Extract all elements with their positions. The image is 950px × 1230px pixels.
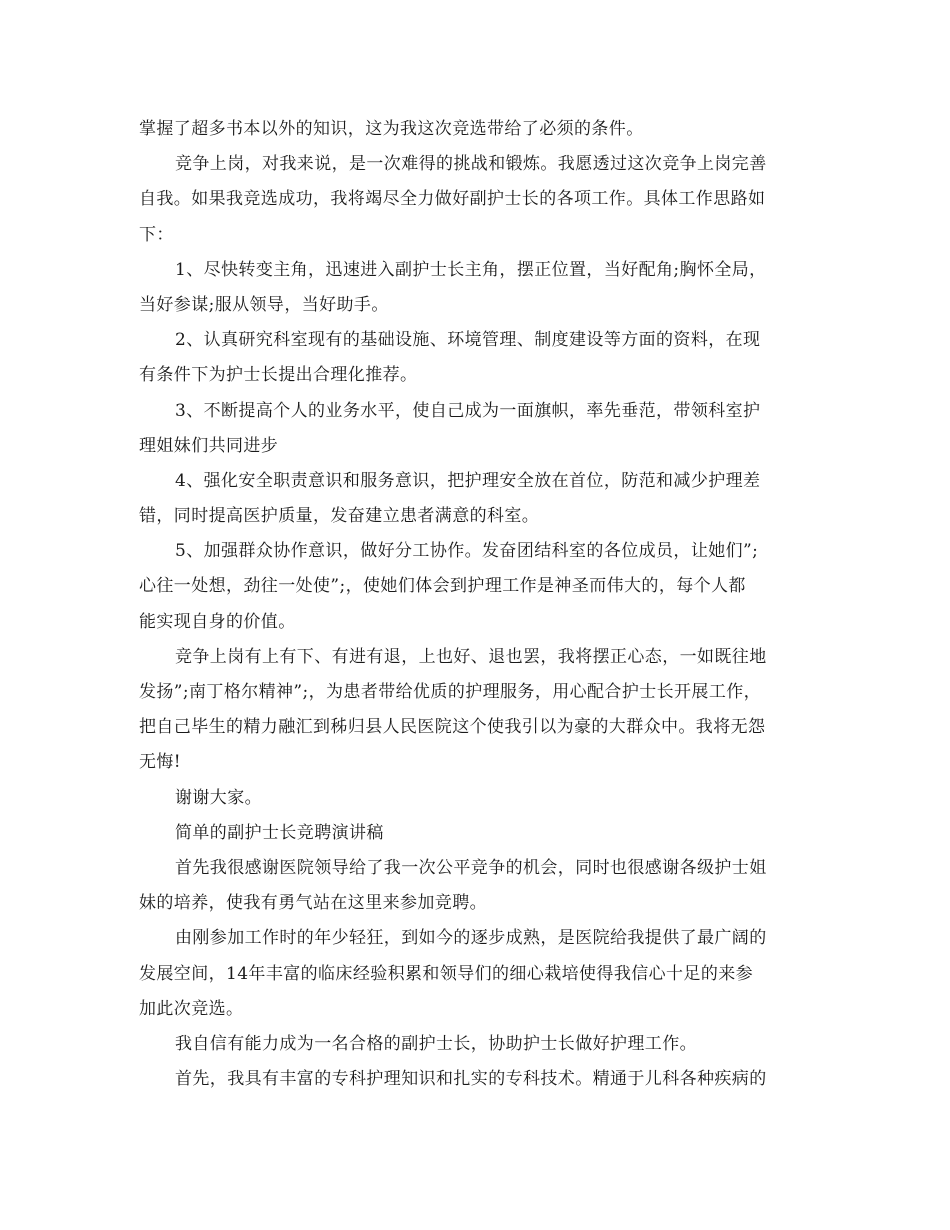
- text-line: 发扬”;南丁格尔精神”;，为患者带给优质的护理服务，用心配合护士长开展工作，: [139, 682, 762, 702]
- text-line: 3、不断提高个人的业务水平，使自己成为一面旗帜，率先垂范，带领科室护: [175, 400, 761, 421]
- text-line: 有条件下为护士长提出合理化推荐。: [139, 365, 418, 386]
- text-line: 竞争上岗，对我来说，是一次难得的挑战和锻炼。我愿透过这次竞争上岗完善: [175, 154, 767, 175]
- text-line: 由刚参加工作时的年少轻狂，到如今的逐步成熟，是医院给我提供了最广阔的: [175, 928, 767, 949]
- text-line: 2、认真研究科室现有的基础设施、环境管理、制度建设等方面的资料，在现: [175, 330, 761, 351]
- text-line: 错，同时提高医护质量，发奋建立患者满意的科室。: [139, 506, 540, 527]
- text-line: 发展空间，14年丰富的临床经验积累和领导们的细心栽培使得我信心十足的来参: [139, 963, 754, 984]
- text-line: 5、加强群众协作意识，做好分工协作。发奋团结科室的各位成员，让她们”;: [175, 541, 759, 562]
- text-line: 1、尽快转变主角，迅速进入副护士长主角，摆正位置，当好配角;胸怀全局，: [175, 259, 767, 280]
- document-body: [139, 112, 819, 1097]
- text-line: 我自信有能力成为一名合格的副护士长，协助护士长做好护理工作。: [175, 1033, 697, 1054]
- text-line: 掌握了超多书本以外的知识，这为我这次竞选带给了必须的条件。: [139, 119, 644, 139]
- text-line: 无悔!: [139, 752, 182, 773]
- section-title: 简单的副护士长竞聘演讲稿: [175, 822, 384, 843]
- text-line: 心往一处想，劲往一处使”;，使她们体会到护理工作是神圣而伟大的，每个人都: [139, 576, 746, 597]
- text-line: 加此次竞选。: [139, 998, 244, 1019]
- text-line: 理姐妹们共同进步: [139, 435, 279, 456]
- text-line: 4、强化安全职责意识和服务意识，把护理安全放在首位，防范和减少护理差: [175, 470, 761, 491]
- text-line: 首先我很感谢医院领导给了我一次公平竞争的机会，同时也很感谢各级护士姐: [175, 857, 767, 878]
- text-line: 下：: [139, 224, 174, 245]
- text-line: 当好参谋;服从领导，当好助手。: [139, 294, 389, 315]
- text-line: 能实现自身的价值。: [139, 611, 296, 632]
- text-line: 竞争上岗有上有下、有进有退，上也好、退也罢，我将摆正心态，一如既往地: [175, 646, 767, 667]
- text-line: 妹的培养，使我有勇气站在这里来参加竞聘。: [139, 893, 487, 914]
- text-line: 把自己毕生的精力融汇到秭归县人民医院这个使我引以为豪的大群众中。我将无怨: [139, 717, 766, 738]
- text-line: 谢谢大家。: [175, 787, 262, 808]
- text-line: 首先，我具有丰富的专科护理知识和扎实的专科技术。精通于儿科各种疾病的: [175, 1069, 767, 1090]
- text-line: 自我。如果我竞选成功，我将竭尽全力做好副护士长的各项工作。具体工作思路如: [139, 189, 766, 210]
